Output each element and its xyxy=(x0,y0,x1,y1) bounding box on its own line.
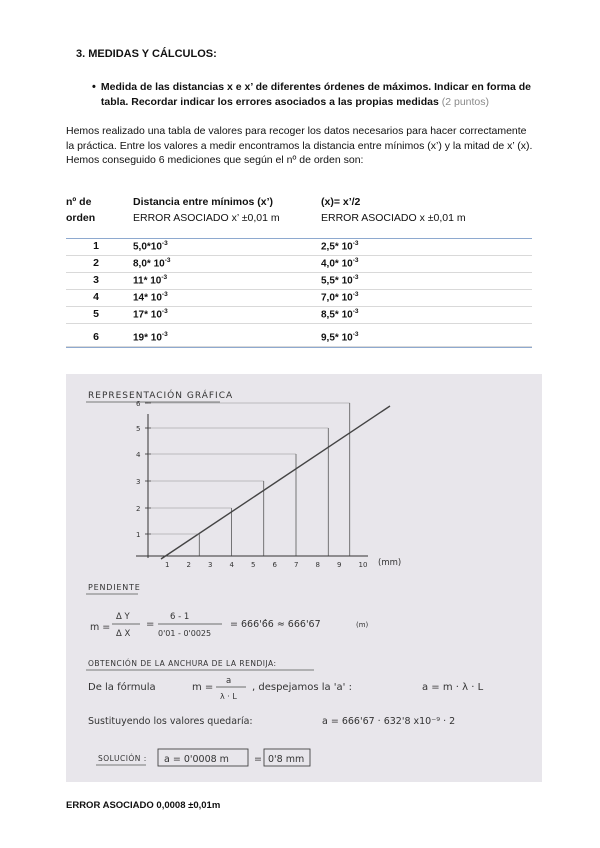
value-exponent: -3 xyxy=(161,331,168,338)
x-tick-label: 5 xyxy=(251,561,256,569)
y-tick-label: 2 xyxy=(136,505,141,513)
table-header-rule xyxy=(66,238,532,239)
value-exponent: -3 xyxy=(161,291,168,298)
delta-x: Δ X xyxy=(116,629,131,639)
row-divider xyxy=(66,272,532,273)
col-x-title: (x)= x’/2 xyxy=(321,196,361,208)
col-xp-title: Distancia entre mínimos (x’) xyxy=(133,196,274,208)
substitution-text: Sustituyendo los valores quedaría: xyxy=(88,716,253,727)
y-tick-label: 3 xyxy=(136,478,141,486)
x-tick-label: 8 xyxy=(315,561,320,569)
row-distance-xp xyxy=(133,274,167,286)
col-xp-error: ERROR ASOCIADO x’ ±0,01 m xyxy=(133,212,280,224)
value-exponent: -3 xyxy=(352,240,359,247)
row-distance-xp xyxy=(133,240,168,252)
rendija-label: OBTENCIÓN DE LA ANCHURA DE LA RENDIJA: xyxy=(88,659,277,668)
row-distance-x xyxy=(321,257,358,269)
row-distance-xp xyxy=(133,308,168,320)
bullet-item xyxy=(92,80,532,110)
slope-denominator: 0'01 - 0'0025 xyxy=(158,629,212,638)
y-tick-label: 6 xyxy=(136,400,141,408)
x-tick-label: 1 xyxy=(165,561,170,569)
formula-solved: a = m · λ · L xyxy=(422,682,484,693)
solucion-label: SOLUCIÓN : xyxy=(98,754,147,763)
value-mantissa: 17* 10 xyxy=(133,309,162,321)
slope-unit: (m) xyxy=(356,621,369,629)
row-distance-xp xyxy=(133,291,168,303)
value-mantissa: 11* 10 xyxy=(133,275,162,287)
value-mantissa: 4,0* 10 xyxy=(321,258,353,270)
intro-paragraph: Hemos realizado una tabla de valores para recoger los datos necesarios para hacer correctamente la práctica. Entre los valores a medir encontramos la distancia entre mínimos (x’) y la mitad de x’ (x). Hemos conseguido 6 mediciones que según el nº de orden son: xyxy=(66,125,533,166)
formula-intro: De la fórmula xyxy=(88,682,156,693)
row-order: 6 xyxy=(93,331,99,343)
x-tick-label: 9 xyxy=(337,561,342,569)
formula-a: a xyxy=(226,676,232,686)
section-heading: 3. MEDIDAS Y CÁLCULOS: xyxy=(76,48,217,60)
formula-m: m = xyxy=(192,682,214,693)
row-distance-x xyxy=(321,331,358,343)
formula-despejamos: , despejamos la 'a' : xyxy=(252,682,352,693)
handwritten-photo xyxy=(66,374,542,782)
value-mantissa: 14* 10 xyxy=(133,292,162,304)
substitution-values: a = 666'67 · 632'8 x10⁻⁹ · 2 xyxy=(322,716,456,727)
col-x-error: ERROR ASOCIADO x ±0,01 m xyxy=(321,212,466,224)
value-exponent: -3 xyxy=(164,257,171,264)
row-order: 1 xyxy=(93,240,99,252)
row-distance-x xyxy=(321,291,358,303)
row-order: 5 xyxy=(93,308,99,320)
value-mantissa: 19* 10 xyxy=(133,332,162,344)
row-divider xyxy=(66,306,532,307)
row-distance-xp xyxy=(133,331,168,343)
solucion-equals: = xyxy=(254,754,262,765)
row-order: 4 xyxy=(93,291,99,303)
solucion-box-mm: 0'8 mm xyxy=(268,754,305,765)
x-tick-label: 2 xyxy=(186,561,191,569)
bullet-dot: • xyxy=(92,81,96,93)
slope-result: = 666'6̂6 ≈ 666'67 xyxy=(230,619,321,630)
value-mantissa: 5,0*10 xyxy=(133,241,162,253)
value-exponent: -3 xyxy=(352,308,359,315)
value-mantissa: 5,5* 10 xyxy=(321,275,353,287)
value-mantissa: 2,5* 10 xyxy=(321,241,353,253)
row-divider xyxy=(66,289,532,290)
x-tick-label: 6 xyxy=(272,561,277,569)
x-unit-label: (mm) xyxy=(378,558,402,568)
x-tick-label: 3 xyxy=(208,561,213,569)
y-tick-label: 1 xyxy=(136,531,141,539)
value-exponent: -3 xyxy=(352,257,359,264)
x-tick-label: 4 xyxy=(229,561,234,569)
value-mantissa: 9,5* 10 xyxy=(321,332,353,344)
col-xp-header xyxy=(133,194,280,226)
y-tick-label: 5 xyxy=(136,425,141,433)
table-bottom-rule xyxy=(66,347,532,348)
value-exponent: -3 xyxy=(352,331,359,338)
footer-error: ERROR ASOCIADO 0,0008 ±0,01m xyxy=(66,800,221,811)
bullet-text xyxy=(101,80,532,110)
row-order: 2 xyxy=(93,257,99,269)
value-mantissa: 8,0* 10 xyxy=(133,258,165,270)
value-exponent: -3 xyxy=(161,274,168,281)
value-exponent: -3 xyxy=(161,308,168,315)
y-tick-label: 4 xyxy=(136,451,141,459)
graph-title: REPRESENTACIÓN GRÁFICA xyxy=(88,391,234,401)
x-tick-label: 7 xyxy=(294,561,299,569)
row-distance-x xyxy=(321,274,358,286)
pendiente-label: PENDIENTE xyxy=(88,583,141,592)
col-order-line2: orden xyxy=(66,212,96,224)
delta-y: Δ Y xyxy=(116,612,130,622)
bullet-points: (2 puntos) xyxy=(441,96,490,108)
row-distance-x xyxy=(321,240,358,252)
col-order-line1: nº de xyxy=(66,196,92,208)
row-divider xyxy=(66,255,532,256)
value-exponent: -3 xyxy=(161,240,168,247)
svg-text:=: = xyxy=(146,619,155,630)
value-mantissa: 8,5* 10 xyxy=(321,309,353,321)
x-tick-label: 10 xyxy=(358,561,368,569)
slope-numerator: 6 - 1 xyxy=(170,612,190,622)
row-distance-xp xyxy=(133,257,170,269)
value-mantissa: 7,0* 10 xyxy=(321,292,353,304)
col-order-header xyxy=(66,194,95,226)
bullet-main: Medida de las distancias x e x’ de diferentes órdenes de máximos. Indicar en forma de tabla. Recordar indicar los errores asociados a las propias medidas xyxy=(100,81,531,108)
row-order: 3 xyxy=(93,274,99,286)
row-divider xyxy=(66,323,532,324)
value-exponent: -3 xyxy=(352,274,359,281)
value-exponent: -3 xyxy=(352,291,359,298)
formula-lambda-l: λ · L xyxy=(220,692,237,701)
row-distance-x xyxy=(321,308,358,320)
handwritten-sheet xyxy=(66,374,542,782)
solucion-box-m: a = 0'0008 m xyxy=(164,754,229,765)
m-equals: m = xyxy=(90,622,111,633)
col-x-header xyxy=(321,194,466,226)
